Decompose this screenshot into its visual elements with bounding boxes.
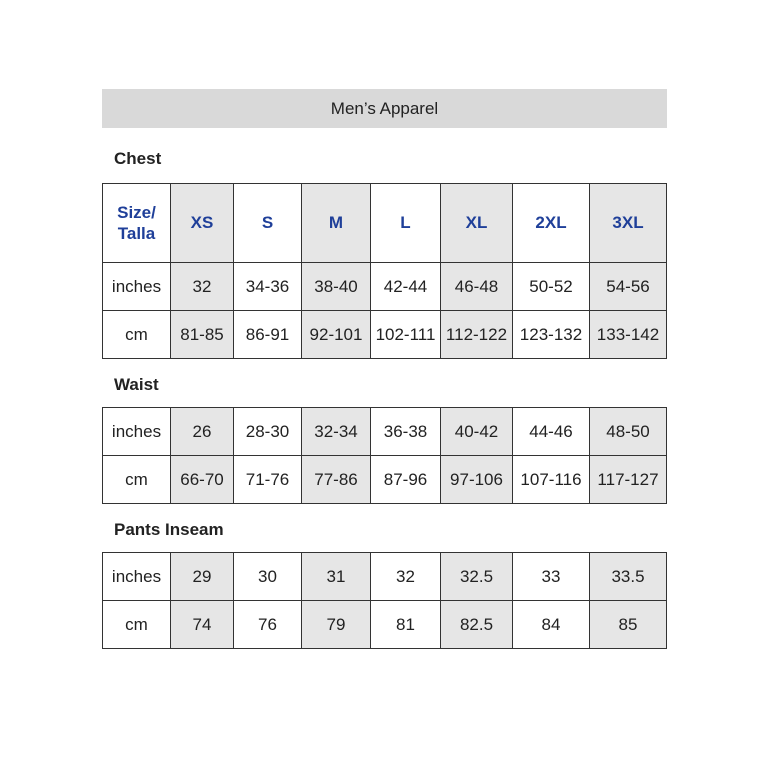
table-cell: 32.5 bbox=[441, 553, 513, 601]
table-cell: 36-38 bbox=[371, 408, 441, 456]
table-cell: 77-86 bbox=[302, 456, 371, 504]
table-cell: 81 bbox=[371, 601, 441, 649]
chest-row-inches bbox=[103, 263, 667, 311]
waist-row-inches bbox=[103, 408, 667, 456]
row-label: cm bbox=[103, 601, 171, 649]
table-cell: 79 bbox=[302, 601, 371, 649]
table-cell: 32-34 bbox=[302, 408, 371, 456]
size-header-xs: XS bbox=[171, 184, 234, 263]
table-cell: 48-50 bbox=[590, 408, 667, 456]
table-cell: 107-116 bbox=[513, 456, 590, 504]
table-cell: 82.5 bbox=[441, 601, 513, 649]
table-cell: 92-101 bbox=[302, 311, 371, 359]
table-cell: 85 bbox=[590, 601, 667, 649]
chest-table bbox=[102, 183, 667, 359]
table-cell: 71-76 bbox=[234, 456, 302, 504]
table-cell: 112-122 bbox=[441, 311, 513, 359]
table-cell: 74 bbox=[171, 601, 234, 649]
size-header-s: S bbox=[234, 184, 302, 263]
table-cell: 84 bbox=[513, 601, 590, 649]
inseam-section-title: Pants Inseam bbox=[114, 520, 224, 539]
size-label-header bbox=[103, 184, 171, 263]
size-header-m: M bbox=[302, 184, 371, 263]
chest-header-row bbox=[103, 184, 667, 263]
table-cell: 46-48 bbox=[441, 263, 513, 311]
inseam-row-inches bbox=[103, 553, 667, 601]
table-cell: 102-111 bbox=[371, 311, 441, 359]
row-label: cm bbox=[103, 456, 171, 504]
table-cell: 26 bbox=[171, 408, 234, 456]
inseam-table bbox=[102, 552, 667, 649]
table-cell: 34-36 bbox=[234, 263, 302, 311]
size-header-l: L bbox=[371, 184, 441, 263]
table-cell: 97-106 bbox=[441, 456, 513, 504]
row-label: inches bbox=[103, 263, 171, 311]
table-cell: 32 bbox=[371, 553, 441, 601]
table-cell: 123-132 bbox=[513, 311, 590, 359]
waist-row-cm bbox=[103, 456, 667, 504]
table-cell: 76 bbox=[234, 601, 302, 649]
table-cell: 32 bbox=[171, 263, 234, 311]
row-label: inches bbox=[103, 553, 171, 601]
table-cell: 50-52 bbox=[513, 263, 590, 311]
size-label-text: Size/ Talla bbox=[117, 203, 156, 243]
table-cell: 30 bbox=[234, 553, 302, 601]
table-cell: 42-44 bbox=[371, 263, 441, 311]
table-cell: 29 bbox=[171, 553, 234, 601]
table-cell: 38-40 bbox=[302, 263, 371, 311]
table-cell: 33 bbox=[513, 553, 590, 601]
table-cell: 66-70 bbox=[171, 456, 234, 504]
inseam-row-cm bbox=[103, 601, 667, 649]
table-cell: 33.5 bbox=[590, 553, 667, 601]
row-label: inches bbox=[103, 408, 171, 456]
table-cell: 133-142 bbox=[590, 311, 667, 359]
size-header-3xl: 3XL bbox=[590, 184, 667, 263]
page-title: Men’s Apparel bbox=[102, 89, 667, 128]
table-cell: 117-127 bbox=[590, 456, 667, 504]
row-label: cm bbox=[103, 311, 171, 359]
chest-row-cm bbox=[103, 311, 667, 359]
waist-table bbox=[102, 407, 667, 504]
table-cell: 44-46 bbox=[513, 408, 590, 456]
table-cell: 31 bbox=[302, 553, 371, 601]
size-header-xl: XL bbox=[441, 184, 513, 263]
size-header-2xl: 2XL bbox=[513, 184, 590, 263]
chest-section-title: Chest bbox=[114, 149, 162, 168]
table-cell: 81-85 bbox=[171, 311, 234, 359]
table-cell: 87-96 bbox=[371, 456, 441, 504]
table-cell: 28-30 bbox=[234, 408, 302, 456]
table-cell: 86-91 bbox=[234, 311, 302, 359]
table-cell: 54-56 bbox=[590, 263, 667, 311]
table-cell: 40-42 bbox=[441, 408, 513, 456]
waist-section-title: Waist bbox=[114, 375, 159, 394]
